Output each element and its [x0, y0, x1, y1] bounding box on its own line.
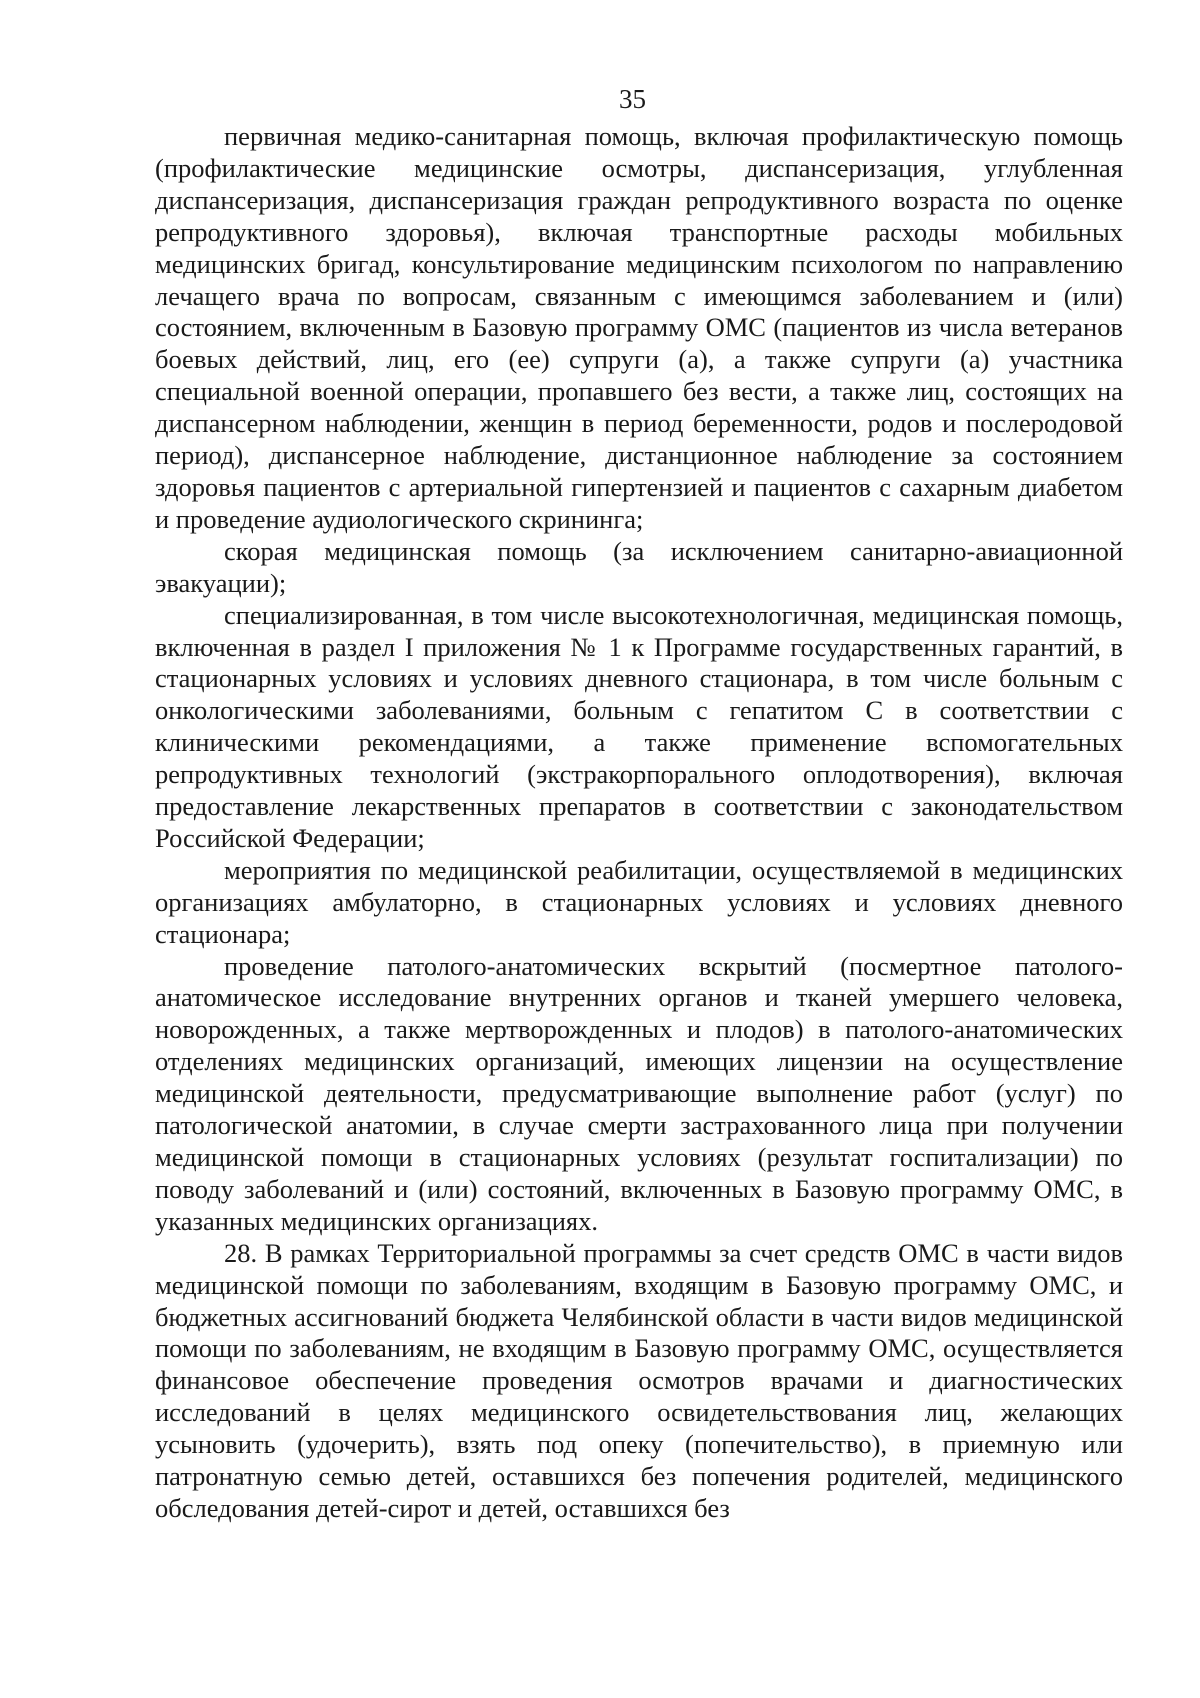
page-number: 35: [619, 84, 646, 114]
paragraph-specialized-care: специализированная, в том числе высокотехнологичная, медицинская помощь, включенная в раздел I приложения № 1 к Программе государственных гарантий, в стационарных условиях и условиях дневного стационара, в том числе больным с онкологическими заболеваниями, больным с гепатитом С в соответствии с клиническими рекомендациями, а также применение вспомогательных репродуктивных технологий (экстракорпорального оплодотворения), включая предоставление лекарственных препаратов в соответствии с законодательством Российской Федерации;: [155, 599, 1123, 853]
paragraph-emergency-care: скорая медицинская помощь (за исключением санитарно-авиационной эвакуации);: [155, 535, 1123, 598]
paragraph-autopsies: проведение патолого-анатомических вскрытий (посмертное патолого-анатомическое исследование внутренних органов и тканей умершего человека, новорожденных, а также мертворожденных и плодов) в патолого-анатомических отделениях медицинских организаций, имеющих лицензии на осуществление медицинской деятельности, предусматривающие выполнение работ (услуг) по патологической анатомии, в случае смерти застрахованного лица при получении медицинской помощи в стационарных условиях (результат госпитализации) по поводу заболеваний и (или) состояний, включенных в Базовую программу ОМС, в указанных медицинских организациях.: [155, 950, 1123, 1236]
paragraph-primary-care: первичная медико-санитарная помощь, включая профилактическую помощь (профилактические медицинские осмотры, диспансеризация, углубленная диспансеризация, диспансеризация граждан репродуктивного возраста по оценке репродуктивного здоровья), включая транспортные расходы мобильных медицинских бригад, консультирование медицинским психологом по направлению лечащего врача по вопросам, связанным с имеющимся заболеванием и (или) состоянием, включенным в Базовую программу ОМС (пациентов из числа ветеранов боевых действий, лиц, его (ее) супруги (а), а также супруги (а) участника специальной военной операции, пропавшего без вести, а также лиц, состоящих на диспансерном наблюдении, женщин в период беременности, родов и послеродовой период), диспансерное наблюдение, дистанционное наблюдение за состоянием здоровья пациентов с артериальной гипертензией и пациентов с сахарным диабетом и проведение аудиологического скрининга;: [155, 121, 1123, 534]
paragraph-rehabilitation: мероприятия по медицинской реабилитации, осуществляемой в медицинских организациях амбулаторно, в стационарных условиях и условиях дневного стационара;: [155, 854, 1123, 949]
document-body: [155, 121, 1123, 1525]
paragraph-item-28: 28. В рамках Территориальной программы за счет средств ОМС в части видов медицинской помощи по заболеваниям, входящим в Базовую программу ОМС, и бюджетных ассигнований бюджета Челябинской области в части видов медицинской помощи по заболеваниям, не входящим в Базовую программу ОМС, осуществляется финансовое обеспечение проведения осмотров врачами и диагностических исследований в целях медицинского освидетельствования лиц, желающих усыновить (удочерить), взять под опеку (попечительство), в приемную или патронатную семью детей, оставшихся без попечения родителей, медицинского обследования детей-сирот и детей, оставшихся без: [155, 1237, 1123, 1523]
